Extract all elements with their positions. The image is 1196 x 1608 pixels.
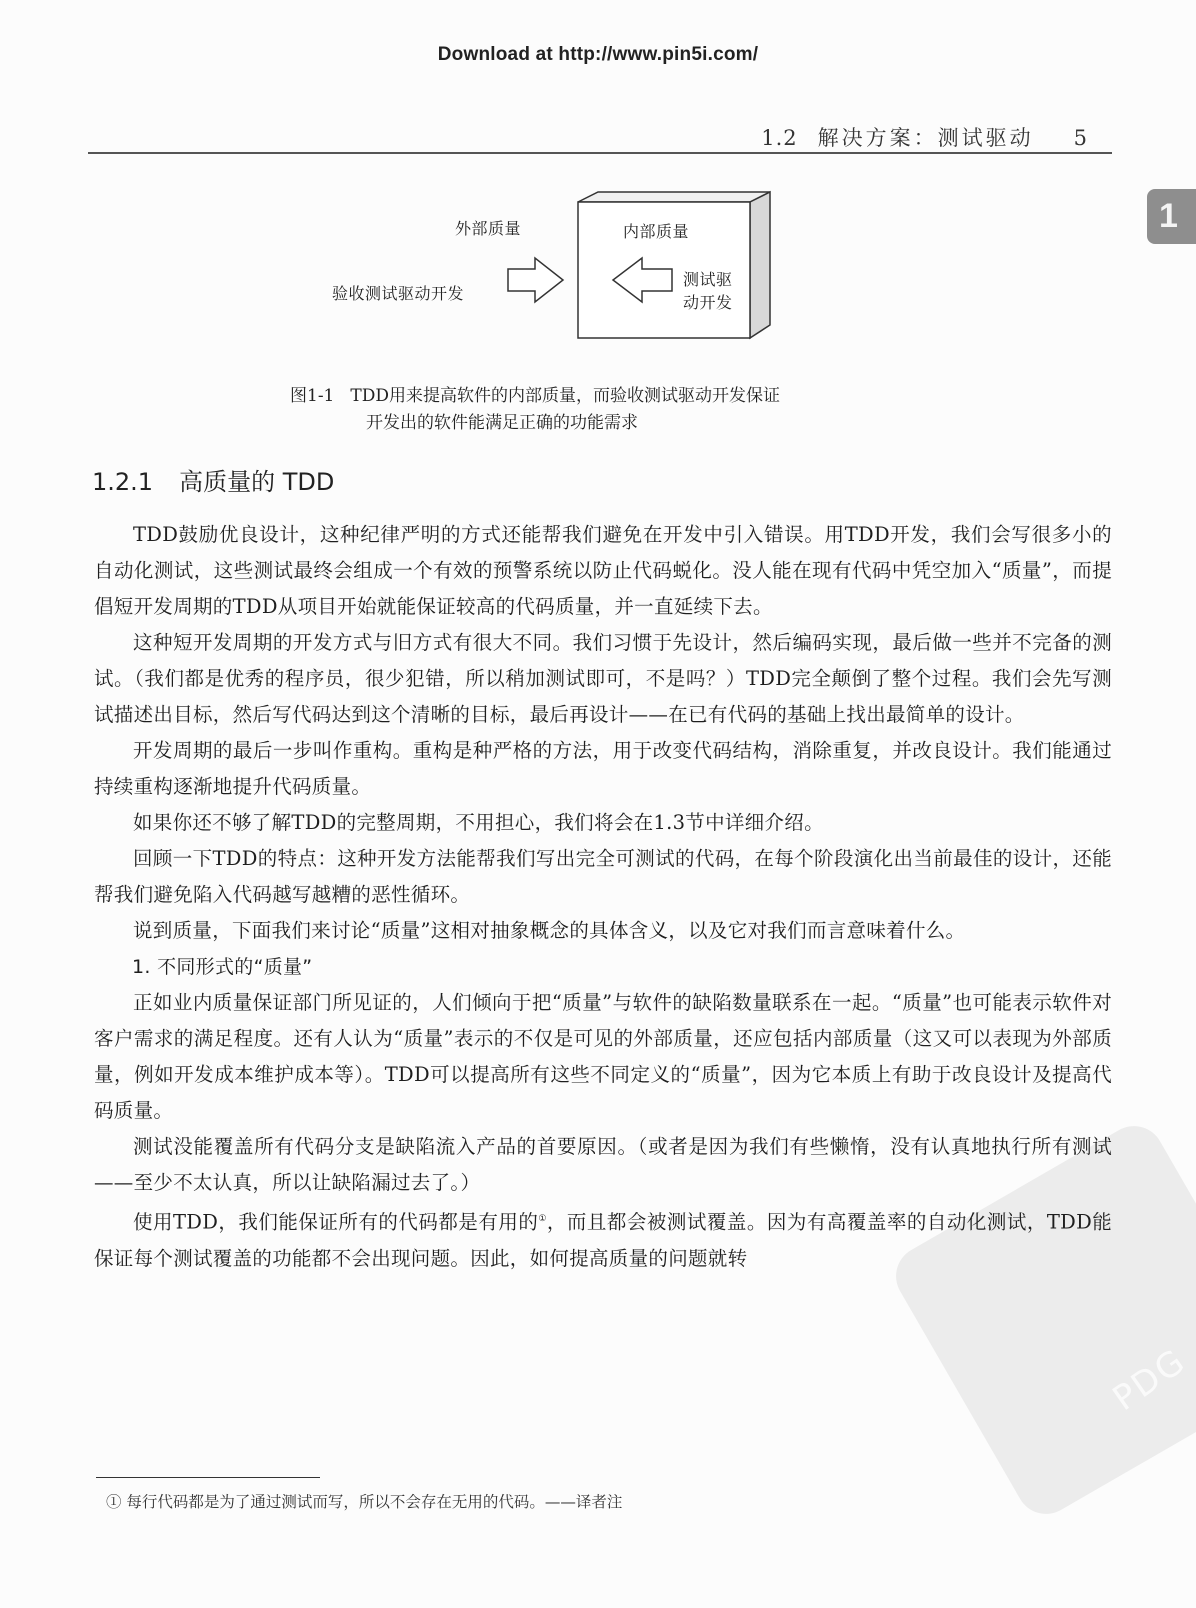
section-number: 1.2.1	[92, 468, 154, 496]
watermark-text: PDG	[1105, 1340, 1194, 1420]
paragraph: 开发周期的最后一步叫作重构。重构是种严格的方法，用于改变代码结构，消除重复，并改良设计。我们能通过持续重构逐渐地提升代码质量。	[94, 739, 1112, 798]
arrow-right-icon	[508, 258, 563, 302]
running-head-section-number: 1.2	[761, 126, 798, 150]
tdd-label-line1: 测试驱	[683, 270, 733, 289]
chapter-tab: 1	[1147, 189, 1196, 244]
header-rule	[88, 152, 1112, 154]
paragraph: 正如业内质量保证部门所见证的，人们倾向于把“质量”与软件的缺陷数量联系在一起。“质量”也可能表示软件对客户需求的满足程度。还有人认为“质量”表示的不仅是可见的外部质量，还应包括内部质量（这又可以表现为外部质量，例如开发成本维护成本等）。TDD可以提高所有这些不同定义的“质量”，因为它本质上有助于改良设计及提高代码质量。	[94, 991, 1112, 1122]
running-head-title: 解决方案：测试驱动	[817, 126, 1034, 150]
paragraph	[94, 1201, 1112, 1277]
paragraph: 回顾一下TDD的特点：这种开发方法能帮我们写出完全可测试的代码，在每个阶段演化出当前最佳的设计，还能帮我们避免陷入代码越写越糟的恶性循环。	[94, 847, 1112, 906]
atdd-label: 验收测试驱动开发	[332, 284, 465, 303]
tdd-label-line2: 动开发	[683, 293, 733, 312]
caption-number: 图1-1	[290, 386, 335, 406]
download-banner: Download at http://www.pin5i.com/	[437, 44, 759, 65]
body-text	[94, 517, 1112, 1277]
paragraph: 这种短开发周期的开发方式与旧方式有很大不同。我们习惯于先设计，然后编码实现，最后做一些并不完备的测试。（我们都是优秀的程序员，很少犯错，所以稍加测试即可，不是吗？）TDD完全颠倒了整个过程。我们会先写测试描述出目标，然后写代码达到这个清晰的目标，最后再设计——在已有代码的基础上找出最简单的设计。	[94, 631, 1112, 726]
box-top-face	[578, 192, 770, 202]
paragraph-text-after-footnote: ，而且都会被测试覆盖。因为有高覆盖率的自动化测试，TDD能保证每个测试覆盖的功能都不会出现问题。因此，如何提高质量的问题就转	[94, 1210, 1113, 1270]
caption-line-1: TDD用来提高软件的内部质量，而验收测试驱动开发保证	[350, 386, 780, 406]
section-title: 高质量的 TDD	[179, 468, 335, 496]
footnote: ① 每行代码都是为了通过测试而写，所以不会存在无用的代码。——译者注	[106, 1493, 623, 1511]
subsection-title: 1. 不同形式的“质量”	[132, 956, 313, 978]
internal-quality-label: 内部质量	[623, 222, 690, 241]
external-quality-label: 外部质量	[455, 219, 522, 238]
figure-diagram	[320, 185, 820, 360]
figure-1-1	[320, 185, 820, 360]
paragraph: TDD鼓励优良设计，这种纪律严明的方式还能帮我们避免在开发中引入错误。用TDD开发，我们会写很多小的自动化测试，这些测试最终会组成一个有效的预警系统以防止代码蜕化。没人能在现有代码中凭空加入“质量”，而提倡短开发周期的TDD从项目开始就能保证较高的代码质量，并一直延续下去。	[94, 523, 1112, 618]
footnote-reference[interactable]: ①	[538, 1214, 547, 1224]
paragraph-text-before-footnote: 使用TDD，我们能保证所有的代码都是有用的	[133, 1210, 539, 1234]
caption-line-2: 开发出的软件能满足正确的功能需求	[366, 413, 638, 433]
paragraph: 测试没能覆盖所有代码分支是缺陷流入产品的首要原因。（或者是因为我们有些懒惰，没有认真地执行所有测试——至少不太认真，所以让缺陷漏过去了。）	[94, 1135, 1112, 1194]
footnote-rule	[96, 1477, 320, 1478]
figure-caption	[290, 383, 780, 437]
section-heading	[92, 462, 334, 497]
paragraph: 说到质量，下面我们来讨论“质量”这相对抽象概念的具体含义，以及它对我们而言意味着什么。	[133, 919, 966, 942]
page-number: 5	[1073, 126, 1088, 150]
box-side-face	[750, 192, 770, 338]
running-head	[761, 122, 1088, 152]
paragraph: 如果你还不够了解TDD的完整周期，不用担心，我们将会在1.3节中详细介绍。	[133, 811, 824, 834]
